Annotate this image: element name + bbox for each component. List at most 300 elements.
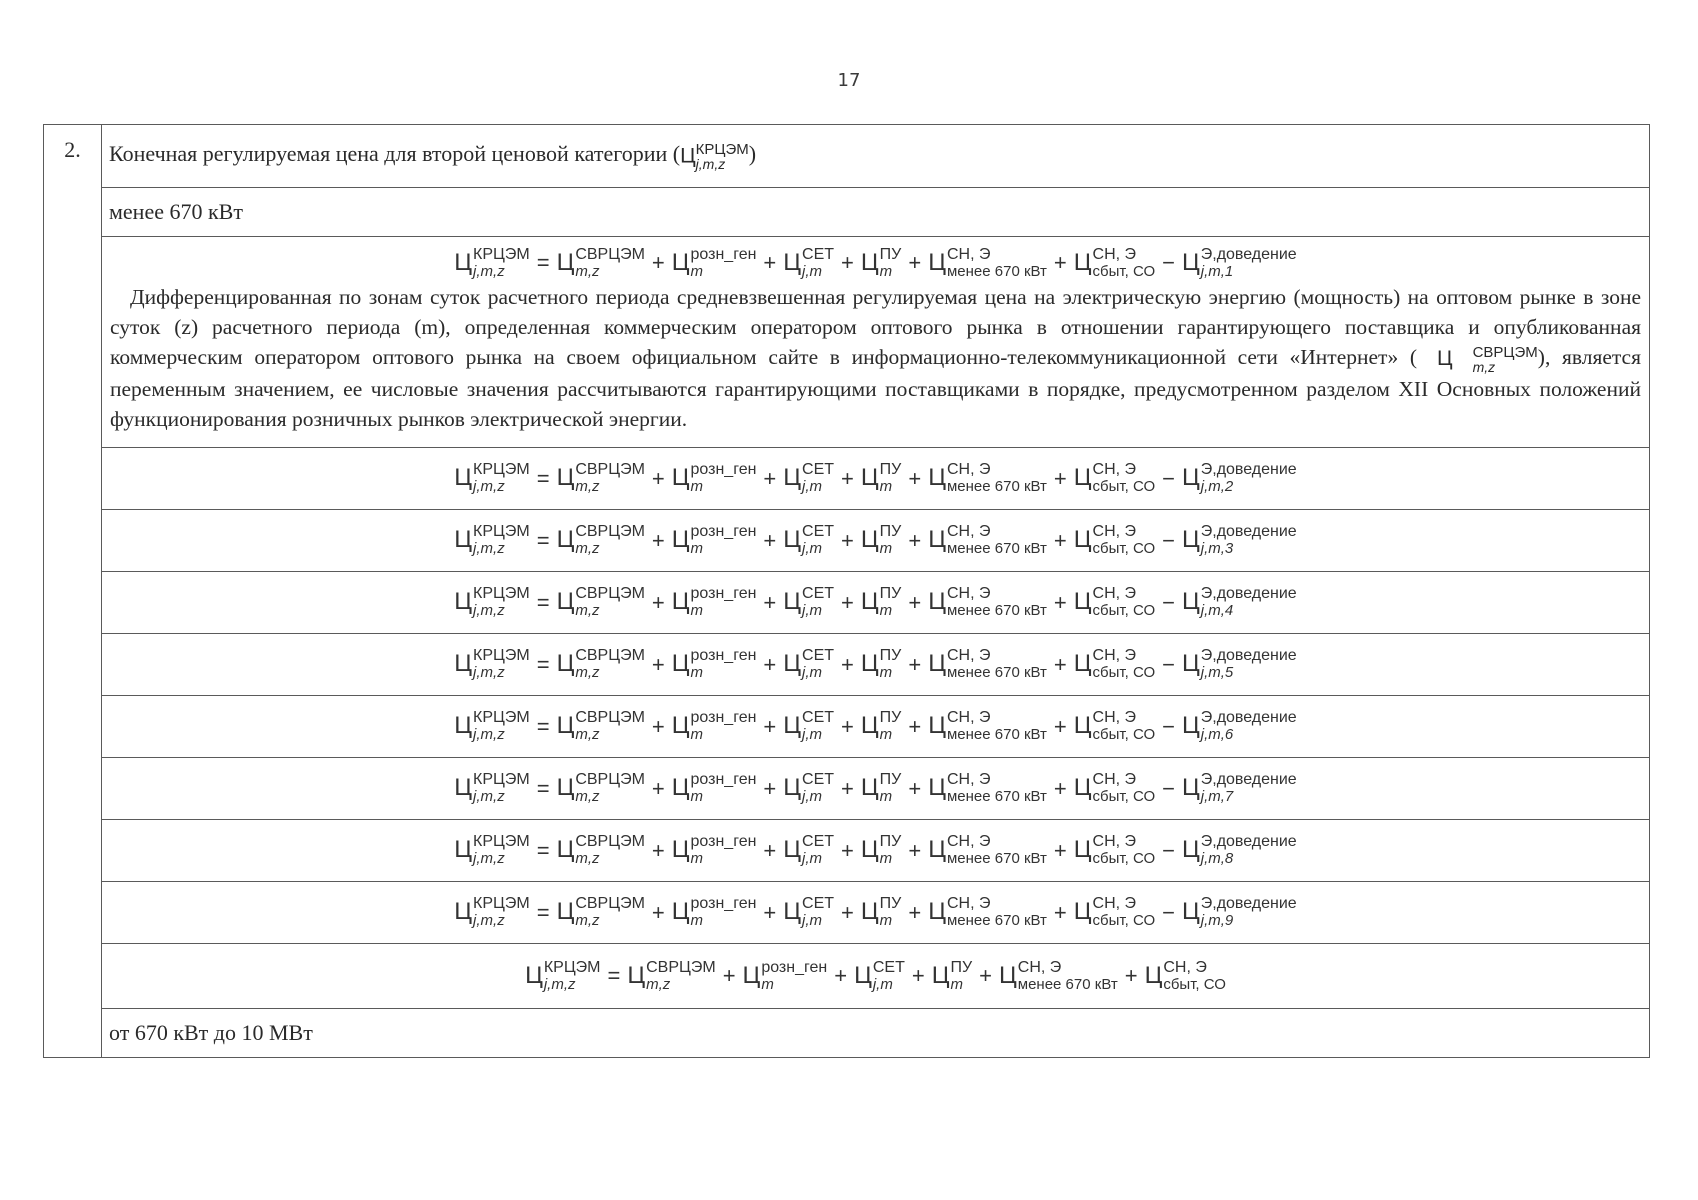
price-term xyxy=(854,960,905,993)
term-base: Ц xyxy=(1073,464,1092,492)
operator: + xyxy=(763,775,777,801)
term-subscript: m xyxy=(690,540,704,558)
term-base: Ц xyxy=(671,588,690,616)
term-subscript: m xyxy=(690,664,704,682)
term-indices xyxy=(880,710,902,743)
term-superscript: розн_ген xyxy=(690,895,757,913)
term-superscript: СН, Э xyxy=(1092,895,1137,913)
term-superscript: ПУ xyxy=(879,709,902,727)
formula-cell xyxy=(102,634,1650,696)
term-indices xyxy=(1093,834,1156,867)
term-base: Ц xyxy=(556,249,575,277)
term-subscript: j,m xyxy=(872,975,893,993)
term-superscript: Э,доведение xyxy=(1200,771,1297,789)
term-superscript: КРЦЭМ xyxy=(473,523,530,541)
term-base: Ц xyxy=(556,836,575,864)
term-subscript: m xyxy=(761,975,774,993)
price-term xyxy=(861,462,901,495)
term-base: Ц xyxy=(999,961,1017,989)
term-subscript: m xyxy=(690,850,704,868)
term-indices xyxy=(1201,462,1297,495)
term-base: Ц xyxy=(928,898,946,926)
term-indices xyxy=(544,960,601,993)
term-indices xyxy=(1093,710,1156,743)
term-base: Ц xyxy=(783,774,802,802)
operator: + xyxy=(908,589,922,615)
term-base: Ц xyxy=(928,526,946,554)
term-base: Ц xyxy=(454,464,473,492)
formula xyxy=(102,586,1649,619)
term-indices xyxy=(947,710,1047,743)
term-base: Ц xyxy=(1181,898,1200,926)
operator: − xyxy=(1162,527,1175,553)
operator: + xyxy=(651,527,665,553)
term-subscript: менее 670 кВт xyxy=(1017,975,1118,993)
term-base: Ц xyxy=(1181,464,1200,492)
term-subscript: сбыт, СО xyxy=(1092,726,1156,744)
operator: + xyxy=(1124,963,1138,988)
term-subscript: j,m xyxy=(802,664,823,682)
term-superscript: СН, Э xyxy=(946,771,991,789)
operator: + xyxy=(911,963,925,988)
term-base: Ц xyxy=(671,712,690,740)
operator: = xyxy=(536,837,550,863)
term-superscript: СН, Э xyxy=(946,647,991,665)
operator: + xyxy=(651,250,665,276)
delivery-term xyxy=(1182,710,1297,743)
term-base: Ц xyxy=(671,836,690,864)
term-superscript: КРЦЭМ xyxy=(473,833,530,851)
price-term xyxy=(783,834,834,867)
operator: − xyxy=(1162,465,1175,491)
term-superscript: розн_ген xyxy=(690,246,757,263)
term-superscript: СН, Э xyxy=(946,895,991,913)
price-term xyxy=(627,960,715,993)
term-base: Ц xyxy=(783,464,802,492)
operator: + xyxy=(763,899,777,925)
price-term xyxy=(999,960,1118,993)
term-base: Ц xyxy=(454,588,473,616)
term-base: Ц xyxy=(1073,774,1092,802)
term-superscript: СЕТ xyxy=(802,709,835,727)
operator: − xyxy=(1162,713,1175,739)
term-indices xyxy=(880,772,902,805)
term-superscript: СВРЦЭМ xyxy=(575,246,645,263)
delivery-term xyxy=(1182,247,1297,280)
term-superscript: розн_ген xyxy=(690,585,757,603)
term-superscript: ПУ xyxy=(879,461,902,479)
term-subscript: m xyxy=(879,850,893,868)
term-subscript: j,m,z xyxy=(473,788,505,806)
term-indices xyxy=(1201,896,1297,929)
term-subscript: m xyxy=(690,478,704,496)
term-subscript: j,m,9 xyxy=(1200,912,1234,930)
term-indices xyxy=(1093,586,1156,619)
subtitle-cell xyxy=(102,1009,1650,1058)
term-indices xyxy=(802,710,834,743)
operator: + xyxy=(1053,589,1067,615)
term-base: Ц xyxy=(860,898,879,926)
term-base: Ц xyxy=(742,961,761,989)
formula-cell xyxy=(102,758,1650,820)
term-indices xyxy=(691,648,757,681)
term-subscript: m,z xyxy=(575,850,600,868)
operator: + xyxy=(651,713,665,739)
term-base: Ц xyxy=(556,464,575,492)
term-base: Ц xyxy=(860,836,879,864)
price-term xyxy=(672,524,757,557)
term-subscript: m,z xyxy=(646,975,671,993)
term-indices xyxy=(880,834,902,867)
term-indices xyxy=(473,648,530,681)
operator: + xyxy=(908,651,922,677)
operator: + xyxy=(763,250,777,276)
term-superscript: ПУ xyxy=(950,958,973,976)
operator: + xyxy=(763,651,777,677)
term-base: Ц xyxy=(928,836,946,864)
term-superscript: Э,доведение xyxy=(1200,523,1297,541)
term-superscript: СН, Э xyxy=(1092,647,1137,665)
term-superscript: ПУ xyxy=(879,771,902,789)
term-base: Ц xyxy=(783,836,802,864)
term-superscript: ПУ xyxy=(879,833,902,851)
formula-cell xyxy=(102,572,1650,634)
term-base: Ц xyxy=(1073,526,1092,554)
term-base: Ц xyxy=(928,464,946,492)
term-subscript: j,m xyxy=(802,726,823,744)
price-table xyxy=(43,124,1650,1058)
term-indices xyxy=(473,896,530,929)
operator: − xyxy=(1162,651,1175,677)
formula xyxy=(102,710,1649,743)
operator: + xyxy=(841,589,854,615)
term-subscript: j,m xyxy=(802,788,823,806)
term-superscript: КРЦЭМ xyxy=(473,771,530,789)
price-lhs-term xyxy=(454,710,529,743)
formula xyxy=(102,960,1649,993)
price-term xyxy=(928,896,1047,929)
term-base: Ц xyxy=(671,898,690,926)
term-base: Ц xyxy=(860,464,879,492)
subtitle-less-670: менее 670 кВт xyxy=(109,199,243,224)
term-base: Ц xyxy=(1073,836,1092,864)
term-indices xyxy=(880,896,902,929)
term-subscript: m xyxy=(690,912,704,930)
term-subscript: m xyxy=(690,262,704,280)
term-superscript: СВРЦЭМ xyxy=(575,461,645,479)
term-subscript: менее 670 кВт xyxy=(946,262,1047,280)
term-superscript: розн_ген xyxy=(690,461,757,479)
term-indices xyxy=(1201,524,1297,557)
term-indices xyxy=(1201,247,1297,280)
price-lhs-term xyxy=(454,834,529,867)
term-subscript: j,m,2 xyxy=(1200,478,1234,496)
term-superscript: СВРЦЭМ xyxy=(646,958,716,976)
price-term xyxy=(928,648,1047,681)
operator: + xyxy=(841,465,854,491)
price-term xyxy=(928,462,1047,495)
term-base: Ц xyxy=(783,898,802,926)
price-term xyxy=(1074,247,1155,280)
price-term xyxy=(557,462,645,495)
term-superscript: СН, Э xyxy=(1092,461,1137,479)
term-subscript: m xyxy=(879,262,893,280)
term-base: Ц xyxy=(783,249,802,277)
formula xyxy=(102,896,1649,929)
term-subscript: j,m,3 xyxy=(1200,540,1234,558)
term-indices xyxy=(575,896,645,929)
term-superscript: СН, Э xyxy=(1092,523,1137,541)
term-base: Ц xyxy=(928,249,946,277)
term-base: Ц xyxy=(454,650,473,678)
term-base: Ц xyxy=(556,774,575,802)
price-term xyxy=(861,896,901,929)
term-superscript: ПУ xyxy=(879,585,902,603)
term-base: Ц xyxy=(1073,650,1092,678)
formula-cell xyxy=(102,696,1650,758)
operator: + xyxy=(908,899,922,925)
term-base: Ц xyxy=(1073,588,1092,616)
term-superscript: Э,доведение xyxy=(1200,895,1297,913)
operator: + xyxy=(1053,837,1067,863)
term-base: Ц xyxy=(671,249,690,277)
term-superscript: СН, Э xyxy=(946,833,991,851)
price-term xyxy=(1145,960,1226,993)
operator: + xyxy=(651,589,665,615)
formula-cell xyxy=(102,882,1650,944)
term-base: Ц xyxy=(860,526,879,554)
price-term xyxy=(932,960,972,993)
term-indices xyxy=(1093,772,1156,805)
term-base: Ц xyxy=(860,249,879,277)
term-subscript: сбыт, СО xyxy=(1092,850,1156,868)
price-lhs-term xyxy=(454,772,529,805)
term-indices xyxy=(1018,960,1118,993)
term-indices xyxy=(1201,648,1297,681)
price-term xyxy=(861,834,901,867)
operator: + xyxy=(651,651,665,677)
term-indices xyxy=(473,772,530,805)
term-subscript: m xyxy=(879,726,893,744)
term-subscript: j,m,z xyxy=(473,540,505,558)
subtitle-670-to-10mw: от 670 кВт до 10 МВт xyxy=(109,1020,313,1045)
term-subscript: j,m,z xyxy=(473,850,505,868)
operator: − xyxy=(1162,837,1175,863)
price-term xyxy=(557,710,645,743)
term-indices xyxy=(575,586,645,619)
term-superscript: СВРЦЭМ xyxy=(575,771,645,789)
term-indices xyxy=(802,462,834,495)
term-base: Ц xyxy=(931,961,950,989)
term-subscript: m xyxy=(879,912,893,930)
term-indices xyxy=(691,586,757,619)
price-term xyxy=(783,648,834,681)
formula-cell xyxy=(102,448,1650,510)
term-subscript: m,z xyxy=(575,664,600,682)
price-term xyxy=(783,772,834,805)
term-base: Ц xyxy=(860,712,879,740)
term-indices xyxy=(1201,710,1297,743)
term-superscript: СН, Э xyxy=(946,461,991,479)
term-base: Ц xyxy=(783,526,802,554)
operator: + xyxy=(841,527,854,553)
description: Дифференцированная по зонам суток расчетного периода средневзвешенная регулируемая цена на электрическую энергию (мощность) на оптовом рынке в зоне суток (z) расчетного периода (m), определенная коммерческим оператором оптового рынка в отношении гарантирующего поставщика и опубликованная коммерческим оператором оптового рынка на своем официальном сайте в информационно-телекоммуникационной сети «Интернет» ( Ц СВРЦЭМ m,z ), является переменным значением, ее числовые значения рассчитываются гарантирующими поставщиками в порядке, предусмотренном разделом XII Основных положений функционирования розничных рынков электрической энергии. xyxy=(110,284,1641,432)
term-subscript: j,m xyxy=(802,262,823,280)
term-base: Ц xyxy=(783,650,802,678)
term-subscript: m xyxy=(690,726,704,744)
term-superscript: СЕТ xyxy=(802,895,835,913)
price-term xyxy=(1074,834,1155,867)
term-indices xyxy=(947,648,1047,681)
page-number: 17 xyxy=(837,70,861,91)
term-superscript: Э,доведение xyxy=(1200,709,1297,727)
formula-cell xyxy=(102,944,1650,1009)
term-base: Ц xyxy=(854,961,872,989)
term-superscript: СН, Э xyxy=(1092,709,1137,727)
delivery-term xyxy=(1182,896,1297,929)
price-term xyxy=(557,834,645,867)
term-superscript: СВРЦЭМ xyxy=(575,585,645,603)
term-base: Ц xyxy=(860,650,879,678)
term-base: Ц xyxy=(1073,249,1092,277)
term-subscript: m,z xyxy=(575,788,600,806)
term-indices xyxy=(947,834,1047,867)
term-superscript: СН, Э xyxy=(946,585,991,603)
operator: + xyxy=(834,963,848,988)
term-superscript: СЕТ xyxy=(802,461,835,479)
delivery-term xyxy=(1182,462,1297,495)
term-superscript: КРЦЭМ xyxy=(473,246,530,263)
term-indices xyxy=(691,462,757,495)
term-subscript: j,m,z xyxy=(473,664,505,682)
term-superscript: розн_ген xyxy=(690,833,757,851)
term-subscript: сбыт, СО xyxy=(1092,788,1156,806)
price-term xyxy=(672,247,757,280)
price-lhs-term xyxy=(454,524,529,557)
operator: = xyxy=(536,589,550,615)
term-superscript: ПУ xyxy=(879,523,902,541)
term-superscript: СВРЦЭМ xyxy=(575,647,645,665)
term-subscript: j,m,z xyxy=(543,975,576,993)
term-superscript: СЕТ xyxy=(802,523,835,541)
term-superscript: ПУ xyxy=(879,246,902,263)
operator: − xyxy=(1162,899,1175,925)
term-base: Ц xyxy=(1181,249,1200,277)
term-indices xyxy=(646,960,716,993)
operator: + xyxy=(1053,527,1067,553)
operator: + xyxy=(908,775,922,801)
term-superscript: КРЦЭМ xyxy=(473,895,530,913)
price-term xyxy=(783,462,834,495)
term-superscript: Э,доведение xyxy=(1200,461,1297,479)
price-term xyxy=(928,772,1047,805)
operator: + xyxy=(841,899,854,925)
price-term xyxy=(557,896,645,929)
term-base: Ц xyxy=(454,836,473,864)
price-term xyxy=(557,648,645,681)
term-base: Ц xyxy=(1144,961,1163,989)
term-subscript: j,m xyxy=(802,912,823,930)
term-base: Ц xyxy=(671,774,690,802)
term-subscript: m,z xyxy=(575,726,600,744)
term-superscript: СЕТ xyxy=(802,833,835,851)
term-base: Ц xyxy=(671,650,690,678)
term-indices xyxy=(947,586,1047,619)
term-indices xyxy=(473,524,530,557)
term-base: Ц xyxy=(928,712,946,740)
operator: = xyxy=(536,899,550,925)
term-base: Ц xyxy=(1181,650,1200,678)
subtitle-cell xyxy=(102,188,1650,237)
price-term xyxy=(928,524,1047,557)
formula xyxy=(102,462,1649,495)
term-superscript: Э,доведение xyxy=(1200,246,1297,263)
price-lhs-term xyxy=(525,960,600,993)
term-base: Ц xyxy=(860,588,879,616)
price-term xyxy=(1074,772,1155,805)
operator: + xyxy=(841,250,854,276)
operator: + xyxy=(841,651,854,677)
price-term xyxy=(928,710,1047,743)
price-term xyxy=(557,247,645,280)
term-indices xyxy=(575,772,645,805)
operator: + xyxy=(908,527,922,553)
term-base: Ц xyxy=(1181,774,1200,802)
price-term xyxy=(783,710,834,743)
price-term xyxy=(928,834,1047,867)
term-indices xyxy=(802,896,834,929)
term-subscript: j,m,5 xyxy=(1200,664,1234,682)
operator: + xyxy=(763,837,777,863)
term-base: Ц xyxy=(454,712,473,740)
term-subscript: j,m,z xyxy=(473,602,505,620)
term-subscript: m xyxy=(879,788,893,806)
term-subscript: j,m,z xyxy=(473,912,505,930)
term-indices xyxy=(1093,648,1156,681)
price-term xyxy=(672,648,757,681)
term-indices xyxy=(1093,896,1156,929)
operator: + xyxy=(763,527,777,553)
term-subscript: j,m xyxy=(802,850,823,868)
price-term xyxy=(672,710,757,743)
price-lhs-term xyxy=(454,648,529,681)
term-superscript: Э,доведение xyxy=(1200,647,1297,665)
price-lhs-term xyxy=(454,896,529,929)
term-base: Ц xyxy=(1181,526,1200,554)
operator: + xyxy=(651,775,665,801)
price-term xyxy=(1074,710,1155,743)
term-indices xyxy=(1093,524,1156,557)
term-subscript: j,m,4 xyxy=(1200,602,1234,620)
term-indices xyxy=(473,462,530,495)
term-indices xyxy=(575,462,645,495)
term-indices xyxy=(691,710,757,743)
operator: + xyxy=(1053,250,1067,276)
term-base: Ц xyxy=(556,898,575,926)
term-base: Ц xyxy=(860,774,879,802)
formula-cell xyxy=(102,510,1650,572)
section-title-cell xyxy=(102,125,1650,188)
formula xyxy=(102,834,1649,867)
price-term xyxy=(783,586,834,619)
operator: + xyxy=(841,837,854,863)
term-indices xyxy=(880,648,902,681)
term-subscript: j,m,z xyxy=(473,262,505,280)
term-indices xyxy=(691,834,757,867)
term-indices xyxy=(575,648,645,681)
term-indices xyxy=(802,524,834,557)
term-base: Ц xyxy=(671,526,690,554)
